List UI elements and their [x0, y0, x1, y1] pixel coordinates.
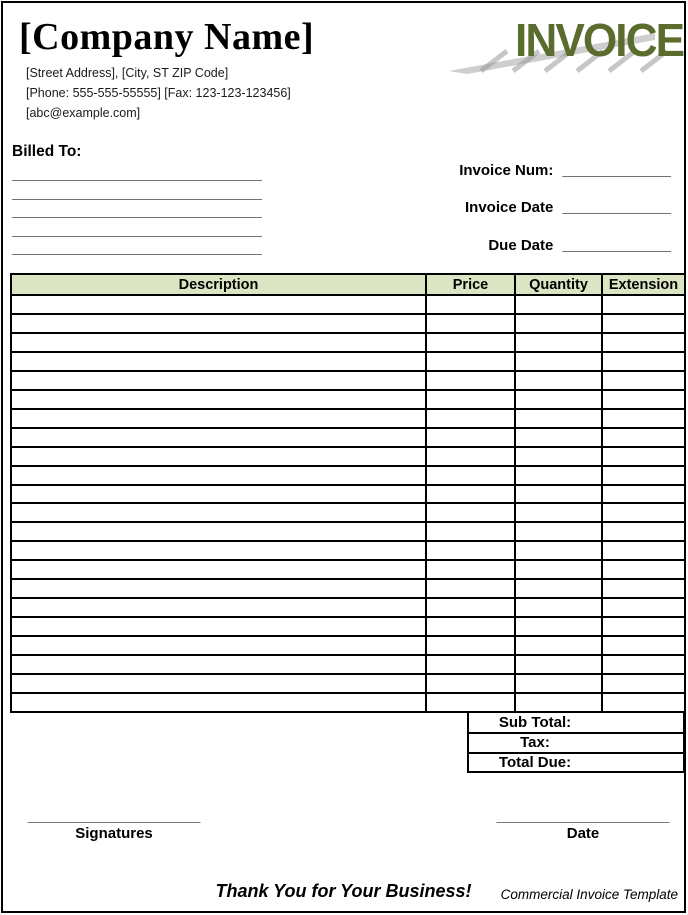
- invoice-meta-fill-line[interactable]: _____________: [562, 162, 671, 179]
- item-cell-extension[interactable]: [602, 579, 685, 598]
- item-cell-extension[interactable]: [602, 655, 685, 674]
- company-address-line: [Phone: 555-555-55555] [Fax: 123-123-123456]: [26, 86, 291, 100]
- item-cell-description[interactable]: [11, 428, 426, 447]
- billed-to-label: Billed To:: [12, 143, 82, 160]
- item-cell-extension[interactable]: [602, 390, 685, 409]
- item-cell-price[interactable]: [426, 314, 515, 333]
- item-cell-quantity[interactable]: [515, 333, 602, 352]
- item-cell-extension[interactable]: [602, 693, 685, 712]
- items-table-column-header: Price: [426, 274, 515, 295]
- item-cell-quantity[interactable]: [515, 503, 602, 522]
- company-address-block: [26, 63, 291, 123]
- template-note: Commercial Invoice Template: [500, 887, 678, 902]
- item-cell-quantity[interactable]: [515, 485, 602, 504]
- item-cell-extension[interactable]: [602, 371, 685, 390]
- item-cell-extension[interactable]: [602, 636, 685, 655]
- item-row: [11, 598, 685, 617]
- item-row: [11, 693, 685, 712]
- item-cell-price[interactable]: [426, 295, 515, 314]
- item-cell-price[interactable]: [426, 598, 515, 617]
- item-cell-description[interactable]: [11, 352, 426, 371]
- billed-to-fill-line[interactable]: _______________________________: [12, 204, 262, 221]
- date-block: [492, 809, 674, 842]
- item-row: [11, 503, 685, 522]
- item-cell-quantity[interactable]: [515, 579, 602, 598]
- item-cell-price[interactable]: [426, 503, 515, 522]
- totals-label: Sub Total:: [498, 714, 572, 732]
- company-address-line: [abc@example.com]: [26, 106, 141, 120]
- item-cell-description[interactable]: [11, 485, 426, 504]
- item-cell-quantity[interactable]: [515, 598, 602, 617]
- item-cell-extension[interactable]: [602, 560, 685, 579]
- item-row: [11, 485, 685, 504]
- item-cell-price[interactable]: [426, 390, 515, 409]
- billed-to-fill-line[interactable]: _______________________________: [12, 185, 262, 202]
- item-cell-quantity[interactable]: [515, 390, 602, 409]
- billed-to-fill-line[interactable]: _______________________________: [12, 241, 262, 258]
- item-cell-price[interactable]: [426, 428, 515, 447]
- items-table-body: [11, 295, 685, 712]
- item-cell-price[interactable]: [426, 541, 515, 560]
- item-row: [11, 617, 685, 636]
- totals-label: Tax:: [520, 734, 550, 752]
- thank-you-message: Thank You for Your Business!: [215, 881, 472, 901]
- items-table-column-header: Extension: [602, 274, 685, 295]
- item-row: [11, 560, 685, 579]
- items-table-header: [11, 274, 685, 295]
- item-cell-description[interactable]: [11, 693, 426, 712]
- items-table: [10, 273, 686, 713]
- totals-value-cell[interactable]: [601, 713, 683, 732]
- billed-to-lines: [12, 166, 262, 259]
- item-row: [11, 390, 685, 409]
- item-row: [11, 314, 685, 333]
- item-cell-quantity[interactable]: [515, 409, 602, 428]
- item-cell-extension[interactable]: [602, 485, 685, 504]
- item-row: [11, 295, 685, 314]
- items-table-column-header: Quantity: [515, 274, 602, 295]
- item-cell-description[interactable]: [11, 522, 426, 541]
- item-cell-quantity[interactable]: [515, 371, 602, 390]
- item-cell-extension[interactable]: [602, 447, 685, 466]
- item-row: [11, 409, 685, 428]
- invoice-logo: [449, 14, 685, 81]
- invoice-document: [1, 1, 686, 913]
- item-row: [11, 371, 685, 390]
- item-cell-quantity[interactable]: [515, 314, 602, 333]
- item-cell-extension[interactable]: [602, 503, 685, 522]
- item-cell-price[interactable]: [426, 409, 515, 428]
- invoice-meta-label: Due Date: [488, 237, 554, 254]
- item-cell-price[interactable]: [426, 447, 515, 466]
- item-cell-price[interactable]: [426, 674, 515, 693]
- item-row: [11, 333, 685, 352]
- invoice-meta-row: [465, 199, 671, 216]
- totals-row: [469, 732, 683, 751]
- item-row: [11, 579, 685, 598]
- company-name: [Company Name]: [19, 16, 315, 58]
- totals-row: [469, 713, 683, 732]
- item-cell-description[interactable]: [11, 579, 426, 598]
- item-row: [11, 674, 685, 693]
- item-cell-price[interactable]: [426, 485, 515, 504]
- company-address-line: [Street Address], [City, ST ZIP Code]: [26, 66, 229, 80]
- date-fill-line[interactable]: _______________________: [496, 809, 670, 824]
- item-cell-quantity[interactable]: [515, 655, 602, 674]
- item-cell-price[interactable]: [426, 655, 515, 674]
- invoice-meta-label: Invoice Date: [465, 199, 554, 216]
- invoice-meta-row: [488, 237, 671, 254]
- invoice-meta-fill-line[interactable]: _____________: [562, 199, 671, 216]
- item-cell-quantity[interactable]: [515, 522, 602, 541]
- item-row: [11, 466, 685, 485]
- item-cell-quantity[interactable]: [515, 693, 602, 712]
- item-cell-quantity[interactable]: [515, 428, 602, 447]
- item-cell-extension[interactable]: [602, 466, 685, 485]
- item-cell-description[interactable]: [11, 466, 426, 485]
- item-cell-quantity[interactable]: [515, 636, 602, 655]
- item-cell-quantity[interactable]: [515, 560, 602, 579]
- item-cell-extension[interactable]: [602, 541, 685, 560]
- item-row: [11, 352, 685, 371]
- invoice-logo-text: INVOICE: [514, 14, 683, 66]
- item-row: [11, 522, 685, 541]
- item-cell-price[interactable]: [426, 522, 515, 541]
- items-table-column-header: Description: [11, 274, 426, 295]
- invoice-meta-fill-line[interactable]: _____________: [562, 237, 671, 254]
- item-cell-price[interactable]: [426, 579, 515, 598]
- item-cell-description[interactable]: [11, 636, 426, 655]
- invoice-meta-label: Invoice Num:: [459, 162, 554, 179]
- item-cell-extension[interactable]: [602, 333, 685, 352]
- item-cell-extension[interactable]: [602, 428, 685, 447]
- item-cell-description[interactable]: [11, 560, 426, 579]
- item-cell-quantity[interactable]: [515, 447, 602, 466]
- totals-value-cell[interactable]: [601, 754, 683, 771]
- item-cell-description[interactable]: [11, 333, 426, 352]
- billed-to-fill-line[interactable]: _______________________________: [12, 222, 262, 239]
- totals-box: [467, 711, 685, 773]
- item-cell-quantity[interactable]: [515, 541, 602, 560]
- signature-block: [21, 809, 207, 842]
- item-cell-quantity[interactable]: [515, 466, 602, 485]
- totals-value-cell[interactable]: [601, 734, 683, 751]
- item-cell-description[interactable]: [11, 295, 426, 314]
- item-cell-price[interactable]: [426, 466, 515, 485]
- item-cell-description[interactable]: [11, 371, 426, 390]
- item-cell-description[interactable]: [11, 503, 426, 522]
- item-cell-price[interactable]: [426, 617, 515, 636]
- item-cell-description[interactable]: [11, 390, 426, 409]
- item-cell-extension[interactable]: [602, 352, 685, 371]
- item-cell-price[interactable]: [426, 352, 515, 371]
- item-row: [11, 541, 685, 560]
- item-cell-extension[interactable]: [602, 295, 685, 314]
- item-row: [11, 428, 685, 447]
- item-cell-description[interactable]: [11, 541, 426, 560]
- item-cell-quantity[interactable]: [515, 295, 602, 314]
- item-cell-description[interactable]: [11, 314, 426, 333]
- item-cell-description[interactable]: [11, 655, 426, 674]
- item-cell-extension[interactable]: [602, 617, 685, 636]
- signature-fill-line[interactable]: _______________________: [27, 809, 201, 824]
- item-cell-price[interactable]: [426, 636, 515, 655]
- billed-to-fill-line[interactable]: _______________________________: [12, 167, 262, 183]
- item-cell-description[interactable]: [11, 617, 426, 636]
- item-cell-extension[interactable]: [602, 598, 685, 617]
- item-cell-price[interactable]: [426, 371, 515, 390]
- item-cell-description[interactable]: [11, 674, 426, 693]
- item-cell-extension[interactable]: [602, 409, 685, 428]
- item-cell-extension[interactable]: [602, 522, 685, 541]
- item-cell-price[interactable]: [426, 333, 515, 352]
- item-cell-description[interactable]: [11, 598, 426, 617]
- item-row: [11, 655, 685, 674]
- item-cell-price[interactable]: [426, 693, 515, 712]
- item-cell-extension[interactable]: [602, 314, 685, 333]
- item-row: [11, 447, 685, 466]
- item-cell-quantity[interactable]: [515, 352, 602, 371]
- item-cell-extension[interactable]: [602, 674, 685, 693]
- totals-label: Total Due:: [498, 753, 572, 771]
- date-label: Date: [566, 825, 600, 842]
- item-cell-quantity[interactable]: [515, 674, 602, 693]
- item-cell-price[interactable]: [426, 560, 515, 579]
- item-cell-quantity[interactable]: [515, 617, 602, 636]
- item-row: [11, 636, 685, 655]
- item-cell-description[interactable]: [11, 447, 426, 466]
- item-cell-description[interactable]: [11, 409, 426, 428]
- signature-label: Signatures: [75, 825, 153, 842]
- totals-row: [469, 752, 683, 771]
- invoice-meta-row: [459, 162, 671, 179]
